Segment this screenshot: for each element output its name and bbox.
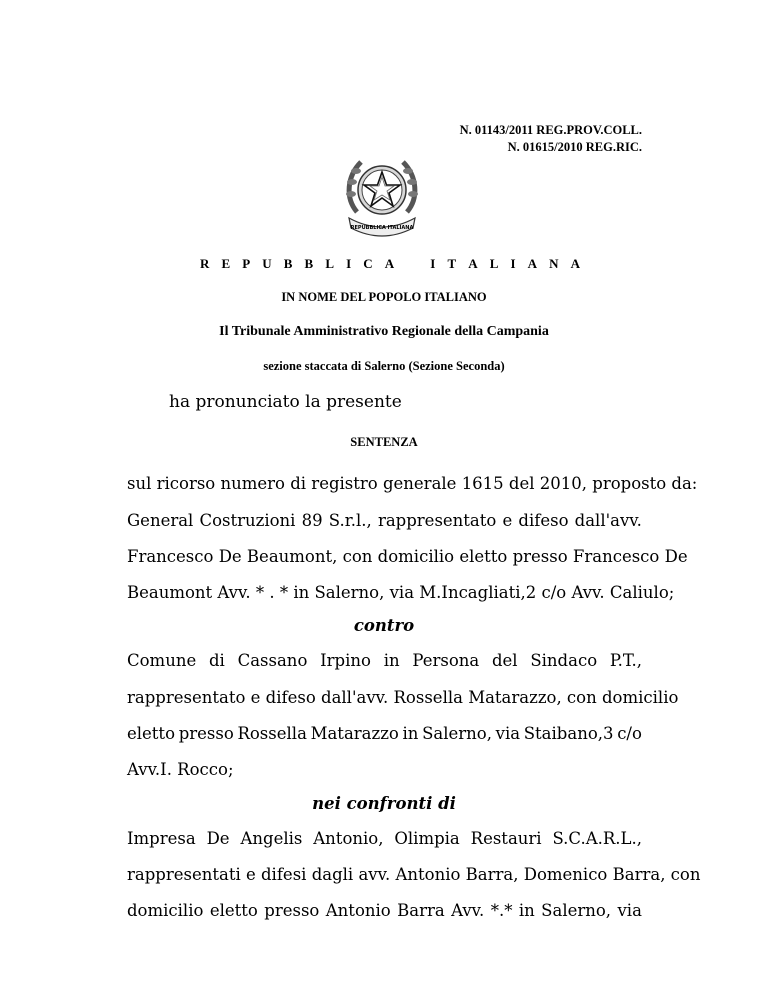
contro-heading: contro — [353, 616, 415, 635]
word: presso — [264, 901, 320, 920]
word: Matarazzo — [310, 724, 399, 743]
word: presso — [178, 724, 234, 743]
paragraph-line — [127, 724, 642, 743]
paragraph-line — [127, 901, 642, 920]
word: Barra — [397, 901, 445, 920]
word: Avv. — [451, 901, 485, 920]
word: Antonio, — [313, 829, 384, 848]
paragraph-line — [127, 651, 642, 670]
word: Olimpia — [394, 829, 460, 848]
word: Irpino — [320, 651, 371, 670]
word: Restauri — [470, 829, 542, 848]
paragraph-line: Avv.I. Rocco; — [127, 760, 234, 779]
title-letter: E — [221, 256, 231, 271]
word: c/o — [617, 724, 642, 743]
word: Angelis — [240, 829, 303, 848]
word: Rossella — [237, 724, 307, 743]
word: Sindaco — [530, 651, 598, 670]
title-letter: R — [200, 256, 210, 271]
sezione-name: sezione staccata di Salerno (Sezione Seconda) — [263, 359, 505, 373]
title-letter: L — [325, 256, 334, 271]
title-letter: C — [363, 256, 373, 271]
title-letter: L — [489, 256, 499, 271]
word: e — [502, 511, 513, 530]
title-letter: P — [242, 256, 251, 271]
word: S.C.A.R.L., — [552, 829, 642, 848]
title-letter: I — [346, 256, 352, 271]
word: via — [617, 901, 642, 920]
repubblica-italiana-title — [200, 256, 580, 272]
word: Comune — [127, 651, 197, 670]
word: dall'avv. — [574, 511, 642, 530]
word: del — [491, 651, 518, 670]
word: Cassano — [237, 651, 308, 670]
word: Staibano,3 — [523, 724, 614, 743]
word: De — [206, 829, 230, 848]
reg-ric-number: N. 01615/2010 REG.RIC. — [507, 140, 642, 154]
word: 89 — [301, 511, 323, 530]
title-letter: I — [510, 256, 516, 271]
paragraph-line — [127, 511, 642, 530]
title-letter: A — [384, 256, 395, 271]
title-letter: T — [447, 256, 457, 271]
word: in — [383, 651, 400, 670]
registry-numbers — [460, 122, 642, 156]
word: General — [127, 511, 194, 530]
word: via — [495, 724, 521, 743]
word: rappresentato — [377, 511, 497, 530]
word: Salerno, — [422, 724, 492, 743]
title-letter: A — [468, 256, 478, 271]
title-letter: N — [549, 256, 559, 271]
word: eletto — [127, 724, 176, 743]
paragraph-line: Beaumont Avv. * . * in Salerno, via M.Incagliati,2 c/o Avv. Caliulo; — [127, 583, 675, 602]
paragraph-line: rappresentati e difesi dagli avv. Antonio Barra, Domenico Barra, con — [127, 865, 701, 884]
tribunale-name: Il Tribunale Amministrativo Regionale della Campania — [219, 324, 549, 339]
word: Antonio — [325, 901, 391, 920]
word: S.r.l., — [328, 511, 372, 530]
title-letter: U — [262, 256, 272, 271]
word: in — [402, 724, 419, 743]
word: *.* — [490, 901, 513, 920]
title-letter: A — [527, 256, 538, 271]
intro-text: ha pronunciato la presente — [169, 392, 402, 412]
title-letter: I — [430, 256, 436, 271]
title-letter: B — [304, 256, 314, 271]
word: in — [518, 901, 535, 920]
title-letter: A — [570, 256, 580, 271]
in-nome-del-popolo: IN NOME DEL POPOLO ITALIANO — [281, 290, 487, 304]
word: Salerno, — [541, 901, 612, 920]
paragraph-line: sul ricorso numero di registro generale 1615 del 2010, proposto da: — [127, 474, 698, 493]
word: difeso — [518, 511, 569, 530]
title-letter: B — [283, 256, 293, 271]
word: Impresa — [127, 829, 196, 848]
word: Persona — [412, 651, 480, 670]
word: eletto — [209, 901, 258, 920]
paragraph-line — [127, 829, 642, 848]
paragraph-line: Francesco De Beaumont, con domicilio eletto presso Francesco De — [127, 547, 688, 566]
reg-prov-number: N. 01143/2011 REG.PROV.COLL. — [459, 123, 642, 137]
nei-confronti-heading: nei confronti di — [312, 794, 456, 813]
italian-republic-emblem-icon — [341, 150, 423, 238]
word: Costruzioni — [199, 511, 296, 530]
emblem-band-text: REPUBBLICA ITALIANA — [350, 225, 414, 231]
word: P.T., — [609, 651, 642, 670]
word: di — [208, 651, 225, 670]
word: domicilio — [127, 901, 204, 920]
paragraph-line: rappresentato e difeso dall'avv. Rossella Matarazzo, con domicilio — [127, 688, 679, 707]
sentenza-heading: SENTENZA — [350, 435, 418, 449]
